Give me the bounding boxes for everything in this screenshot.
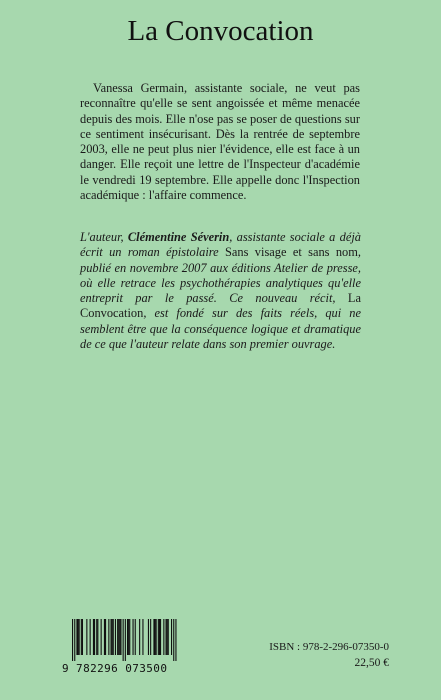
barcode-bar — [148, 619, 149, 655]
barcode-bar — [160, 619, 161, 655]
author-bio-text-2: , assistante sociale a déjà écrit un roman épistolaire — [80, 230, 361, 260]
barcode-bar — [167, 619, 168, 655]
author-bio-text-3: , publié en novembre 2007 aux éditions Atelier de presse, où elle retrace les psychothérapies analytiques qu'elle entreprit par le passé. Ce nouveau récit, — [80, 245, 361, 306]
barcode-bar — [127, 619, 128, 655]
barcode-bar — [159, 619, 160, 655]
first-book-title: Sans visage et sans nom — [225, 245, 358, 260]
author-name: Clémentine Séverin — [127, 230, 230, 244]
summary-paragraph: Vanessa Germain, assistante sociale, ne veut pas reconnaître qu'elle se sent angoissée et même menacée depuis des mois. Elle n'ose pas se poser de questions sur ce sentiment insécurisant. Dès la rentrée de septembre 2003, elle ne peut plus nier l'évidence, elle est face à un danger. Elle reçoit une lettre de l'Inspecteur d'académie le vendredi 19 septembre. Elle appelle donc l'Inspection académique : l'affaire commence. — [80, 81, 360, 203]
barcode-bar — [166, 619, 167, 655]
barcode-bar — [133, 619, 134, 655]
barcode-bar — [111, 619, 112, 655]
barcode-bar — [90, 619, 91, 655]
author-bio-text-4: , est fondé sur des faits réels, qui ne semblent être que la conséquence logique et dramatique de ce que l'auteur relate dans son premier ouvrage. — [80, 306, 361, 352]
barcode-bar — [163, 619, 164, 655]
barcode-bar — [168, 619, 169, 655]
barcode-bar — [76, 619, 77, 655]
barcode-bar — [117, 619, 118, 655]
barcode-bar — [120, 619, 121, 655]
barcode-bar — [108, 619, 109, 655]
barcode-bar — [81, 619, 82, 655]
barcode-bar — [94, 619, 95, 655]
book-summary — [80, 81, 360, 203]
barcode-bar — [78, 619, 79, 655]
barcode-bar — [129, 619, 130, 655]
barcode-bar — [82, 619, 83, 655]
barcode-bar — [72, 619, 73, 661]
barcode-bar — [119, 619, 120, 655]
barcode-bar — [96, 619, 97, 655]
barcode-bar — [115, 619, 116, 655]
book-title: La Convocation — [127, 15, 314, 47]
barcode-bar — [135, 619, 136, 655]
barcode-bar — [171, 619, 172, 655]
barcode-bar — [118, 619, 119, 655]
barcode-bar — [125, 619, 126, 661]
barcode-bar — [79, 619, 80, 655]
author-bio-intro: L'auteur, — [80, 230, 128, 244]
barcode-bar — [158, 619, 159, 655]
barcode-bars-icon — [62, 619, 185, 663]
barcode-bar — [139, 619, 140, 655]
barcode-bar — [153, 619, 154, 655]
barcode-bar — [74, 619, 75, 661]
barcode-bar — [156, 619, 157, 655]
barcode-bar — [173, 619, 174, 661]
barcode-bar — [112, 619, 113, 655]
barcode — [62, 619, 185, 676]
isbn-number: ISBN : 978-2-296-07350-0 — [269, 641, 389, 653]
barcode-bar — [93, 619, 94, 655]
barcode-bar — [123, 619, 124, 661]
barcode-bar — [104, 619, 105, 655]
barcode-bar — [142, 619, 143, 655]
author-bio — [80, 230, 361, 352]
book-title-reference: La Convocation — [80, 291, 361, 321]
barcode-bar — [105, 619, 106, 655]
author-bio-paragraph — [80, 230, 361, 352]
barcode-bar — [113, 619, 114, 655]
barcode-bar — [101, 619, 102, 655]
barcode-bar — [155, 619, 156, 655]
barcode-bar — [97, 619, 98, 655]
barcode-bar — [86, 619, 87, 655]
barcode-bar — [150, 619, 151, 655]
barcode-digits: 9 782296 073500 — [62, 662, 168, 675]
barcode-bar — [128, 619, 129, 655]
barcode-bar — [175, 619, 176, 661]
price: 22,50 € — [354, 657, 389, 669]
